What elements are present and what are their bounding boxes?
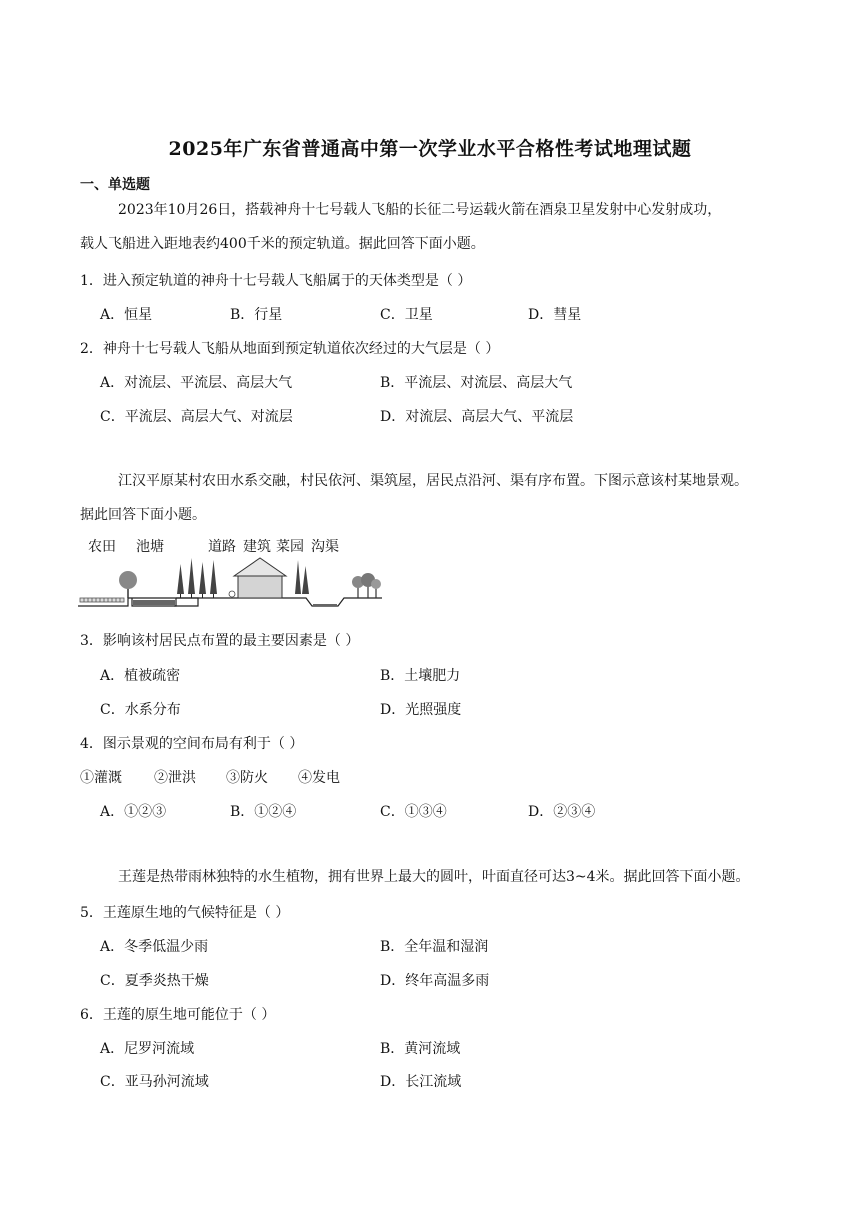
conifer-trees	[177, 558, 217, 594]
tree-right	[352, 573, 381, 598]
question-1-option-d: D．彗星	[528, 307, 582, 323]
passage-2-line-2: 据此回答下面小题。	[80, 507, 206, 523]
section-heading: 一、单选题	[80, 177, 150, 193]
question-6-option-d: D．长江流域	[380, 1074, 462, 1090]
question-1-option-a: A．恒星	[100, 307, 153, 323]
question-2-stem: 2．神舟十七号载人飞船从地面到预定轨道依次经过的大气层是（ ）	[80, 341, 500, 357]
figure-label-garden: 菜园	[276, 539, 304, 555]
question-5-option-a: A．冬季低温少雨	[100, 939, 209, 955]
question-4-item-2: ②泄洪	[154, 770, 196, 786]
farmland-shape	[80, 598, 124, 602]
question-6-stem: 6．王莲的原生地可能位于（ ）	[80, 1007, 276, 1023]
question-1-option-c: C．卫星	[380, 307, 433, 323]
question-1-stem: 1．进入预定轨道的神舟十七号载人飞船属于的天体类型是（ ）	[80, 273, 472, 289]
question-5-option-c: C．夏季炎热干燥	[100, 973, 209, 989]
figure-label-ditch: 沟渠	[311, 539, 339, 555]
question-4-stem: 4．图示景观的空间布局有利于（ ）	[80, 736, 304, 752]
question-2-option-c: C．平流层、高层大气、对流层	[100, 409, 293, 425]
question-2-option-a: A．对流层、平流层、高层大气	[100, 375, 293, 391]
question-3-stem: 3．影响该村居民点布置的最主要因素是（ ）	[80, 633, 360, 649]
question-6-option-b: B．黄河流域	[380, 1041, 461, 1057]
question-2-option-b: B．平流层、对流层、高层大气	[380, 375, 573, 391]
passage-3-line-1: 王莲是热带雨林独特的水生植物，拥有世界上最大的圆叶，叶面直径可达3~4米。据此回答下面小题。	[118, 869, 750, 885]
passage-1-line-2: 载人飞船进入距地表约400千米的预定轨道。据此回答下面小题。	[80, 236, 485, 252]
question-4-option-c: C．①③④	[380, 804, 447, 820]
passage-1	[80, 193, 800, 261]
question-4-item-1: ①灌溉	[80, 770, 122, 786]
question-6-option-c: C．亚马孙河流域	[100, 1074, 209, 1090]
page-title: 2025年广东省普通高中第一次学业水平合格性考试地理试题	[168, 138, 692, 160]
question-5-stem: 5．王莲原生地的气候特征是（ ）	[80, 905, 290, 921]
figure-label-building: 建筑	[243, 539, 271, 555]
question-4-option-d: D．②③④	[528, 804, 596, 820]
question-1-option-b: B．行星	[230, 307, 283, 323]
question-3-option-b: B．土壤肥力	[380, 668, 461, 684]
question-3-option-c: C．水系分布	[100, 702, 181, 718]
passage-2-line-1: 江汉平原某村农田水系交融，村民依河、渠筑屋，居民点沿河、渠有序布置。下图示意该村某地景观。	[118, 473, 748, 489]
passage-3	[80, 860, 800, 894]
question-5-option-d: D．终年高温多雨	[380, 973, 490, 989]
question-4-option-b: B．①②④	[230, 804, 297, 820]
figure-label-road: 道路	[208, 539, 236, 555]
passage-1-line-1: 2023年10月26日，搭载神舟十七号载人飞船的长征二号运载火箭在酒泉卫星发射中心发射成功，	[118, 202, 722, 218]
village-landscape-figure	[76, 536, 382, 612]
building-shape	[234, 558, 286, 598]
figure-label-farmland: 农田	[88, 539, 116, 555]
question-2-option-d: D．对流层、高层大气、平流层	[380, 409, 574, 425]
passage-2	[80, 464, 800, 532]
question-4-option-a: A．①②③	[100, 804, 167, 820]
question-4-item-3: ③防火	[226, 770, 268, 786]
figure-label-pond: 池塘	[136, 539, 164, 555]
question-3-option-a: A．植被疏密	[100, 668, 181, 684]
tree-left	[119, 571, 137, 598]
question-5-option-b: B．全年温和湿润	[380, 939, 489, 955]
garden-trees	[295, 560, 309, 594]
question-3-option-d: D．光照强度	[380, 702, 462, 718]
question-6-option-a: A．尼罗河流域	[100, 1041, 195, 1057]
question-4-item-4: ④发电	[298, 770, 340, 786]
